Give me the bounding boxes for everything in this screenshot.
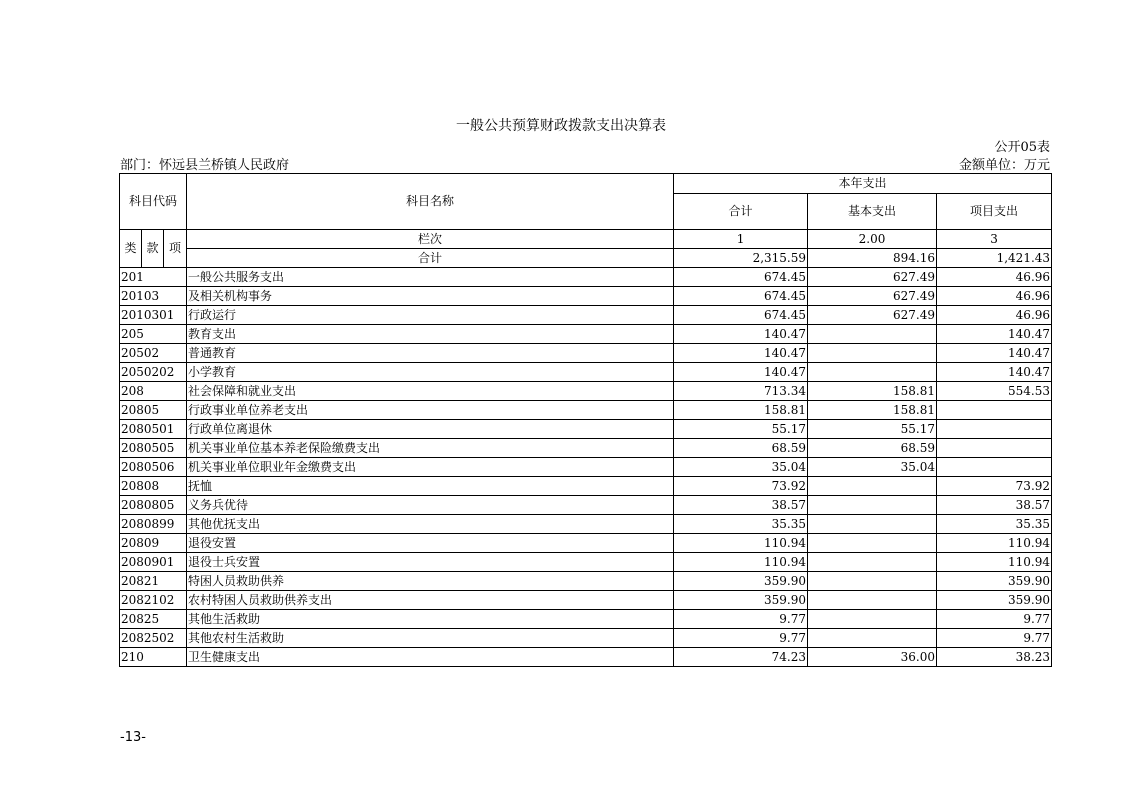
row-total: 359.90 — [674, 572, 808, 591]
row-project — [937, 401, 1052, 420]
header-basic: 基本支出 — [808, 194, 937, 230]
expenditure-table — [119, 173, 1052, 667]
header-kuan: 款 — [142, 230, 164, 268]
row-name: 退役士兵安置 — [187, 553, 674, 572]
header-column-no: 栏次 — [187, 230, 674, 249]
row-project — [937, 439, 1052, 458]
row-basic: 55.17 — [808, 420, 937, 439]
row-name: 特困人员救助供养 — [187, 572, 674, 591]
table-row — [120, 534, 1052, 553]
row-total: 35.04 — [674, 458, 808, 477]
row-total: 35.35 — [674, 515, 808, 534]
row-code: 20103 — [120, 287, 187, 306]
row-project: 38.57 — [937, 496, 1052, 515]
row-code: 2080506 — [120, 458, 187, 477]
row-total: 68.59 — [674, 439, 808, 458]
row-name: 行政运行 — [187, 306, 674, 325]
header-col3: 3 — [937, 230, 1052, 249]
row-project: 9.77 — [937, 610, 1052, 629]
table-row — [120, 610, 1052, 629]
row-name: 一般公共服务支出 — [187, 268, 674, 287]
row-name: 其他农村生活救助 — [187, 629, 674, 648]
row-name: 卫生健康支出 — [187, 648, 674, 667]
row-name: 抚恤 — [187, 477, 674, 496]
row-basic: 35.04 — [808, 458, 937, 477]
header-col1: 1 — [674, 230, 808, 249]
row-project — [937, 458, 1052, 477]
row-basic — [808, 325, 937, 344]
row-name: 其他优抚支出 — [187, 515, 674, 534]
amount-unit-label: 金额单位：万元 — [958, 158, 1050, 173]
row-name: 教育支出 — [187, 325, 674, 344]
row-code: 208 — [120, 382, 187, 401]
row-total: 38.57 — [674, 496, 808, 515]
row-project: 46.96 — [937, 306, 1052, 325]
row-code: 2080805 — [120, 496, 187, 515]
row-name: 退役安置 — [187, 534, 674, 553]
row-code: 20825 — [120, 610, 187, 629]
row-code: 2050202 — [120, 363, 187, 382]
row-basic — [808, 496, 937, 515]
row-name: 及相关机构事务 — [187, 287, 674, 306]
row-project: 73.92 — [937, 477, 1052, 496]
table-row — [120, 648, 1052, 667]
row-project: 140.47 — [937, 344, 1052, 363]
row-name: 社会保障和就业支出 — [187, 382, 674, 401]
row-code: 20502 — [120, 344, 187, 363]
table-row — [120, 439, 1052, 458]
form-number: 公开05表 — [994, 140, 1050, 155]
row-code: 20809 — [120, 534, 187, 553]
row-code: 2010301 — [120, 306, 187, 325]
table-row — [120, 553, 1052, 572]
row-basic — [808, 572, 937, 591]
row-total: 110.94 — [674, 553, 808, 572]
table-row — [120, 420, 1052, 439]
row-basic: 158.81 — [808, 401, 937, 420]
table-row — [120, 287, 1052, 306]
row-basic: 627.49 — [808, 306, 937, 325]
row-project: 110.94 — [937, 553, 1052, 572]
header-xiang: 项 — [164, 230, 187, 268]
table-row — [120, 268, 1052, 287]
row-project: 46.96 — [937, 268, 1052, 287]
row-name: 小学教育 — [187, 363, 674, 382]
row-total: 674.45 — [674, 306, 808, 325]
table-row — [120, 629, 1052, 648]
row-code: 205 — [120, 325, 187, 344]
row-basic: 36.00 — [808, 648, 937, 667]
row-code: 20805 — [120, 401, 187, 420]
row-basic: 627.49 — [808, 287, 937, 306]
row-basic: 627.49 — [808, 268, 937, 287]
row-project: 38.23 — [937, 648, 1052, 667]
total-row-project: 1,421.43 — [937, 249, 1052, 268]
row-project: 359.90 — [937, 572, 1052, 591]
table-row — [120, 344, 1052, 363]
row-total: 140.47 — [674, 363, 808, 382]
row-basic — [808, 610, 937, 629]
row-code: 2080901 — [120, 553, 187, 572]
row-name: 机关事业单位基本养老保险缴费支出 — [187, 439, 674, 458]
row-basic — [808, 344, 937, 363]
row-total: 74.23 — [674, 648, 808, 667]
row-total: 110.94 — [674, 534, 808, 553]
row-total: 713.34 — [674, 382, 808, 401]
row-code: 2080501 — [120, 420, 187, 439]
row-code: 201 — [120, 268, 187, 287]
table-row — [120, 477, 1052, 496]
table-row — [120, 306, 1052, 325]
total-row-total: 2,315.59 — [674, 249, 808, 268]
table-row — [120, 496, 1052, 515]
header-subject-code: 科目代码 — [120, 174, 187, 230]
total-row-label: 合计 — [187, 249, 674, 268]
table-row — [120, 325, 1052, 344]
header-project: 项目支出 — [937, 194, 1052, 230]
row-basic — [808, 591, 937, 610]
row-code: 210 — [120, 648, 187, 667]
document-title: 一般公共预算财政拨款支出决算表 — [456, 118, 666, 134]
row-total: 674.45 — [674, 268, 808, 287]
row-name: 义务兵优待 — [187, 496, 674, 515]
row-name: 行政单位离退休 — [187, 420, 674, 439]
row-project: 554.53 — [937, 382, 1052, 401]
table-row — [120, 401, 1052, 420]
row-project: 35.35 — [937, 515, 1052, 534]
table-row — [120, 515, 1052, 534]
row-project: 359.90 — [937, 591, 1052, 610]
header-lei: 类 — [120, 230, 142, 268]
row-total: 9.77 — [674, 629, 808, 648]
row-name: 农村特困人员救助供养支出 — [187, 591, 674, 610]
table-row — [120, 572, 1052, 591]
row-code: 20808 — [120, 477, 187, 496]
row-total: 140.47 — [674, 325, 808, 344]
row-basic — [808, 477, 937, 496]
table-row — [120, 458, 1052, 477]
row-code: 2082102 — [120, 591, 187, 610]
row-code: 2082502 — [120, 629, 187, 648]
row-project: 140.47 — [937, 325, 1052, 344]
row-basic — [808, 553, 937, 572]
row-name: 机关事业单位职业年金缴费支出 — [187, 458, 674, 477]
page-number: -13- — [120, 730, 146, 745]
row-total: 140.47 — [674, 344, 808, 363]
header-total: 合计 — [674, 194, 808, 230]
table-row — [120, 363, 1052, 382]
row-name: 其他生活救助 — [187, 610, 674, 629]
row-name: 普通教育 — [187, 344, 674, 363]
row-basic: 158.81 — [808, 382, 937, 401]
row-project — [937, 420, 1052, 439]
row-total: 674.45 — [674, 287, 808, 306]
row-project: 140.47 — [937, 363, 1052, 382]
row-total: 158.81 — [674, 401, 808, 420]
row-total: 73.92 — [674, 477, 808, 496]
header-current-year: 本年支出 — [674, 174, 1052, 194]
total-row-basic: 894.16 — [808, 249, 937, 268]
department-label: 部门：怀远县兰桥镇人民政府 — [120, 158, 290, 173]
row-project: 110.94 — [937, 534, 1052, 553]
row-basic — [808, 629, 937, 648]
header-subject-name: 科目名称 — [187, 174, 674, 230]
row-total: 9.77 — [674, 610, 808, 629]
row-project: 46.96 — [937, 287, 1052, 306]
header-col2: 2.00 — [808, 230, 937, 249]
table-row — [120, 591, 1052, 610]
row-basic — [808, 534, 937, 553]
row-basic: 68.59 — [808, 439, 937, 458]
table-row — [120, 382, 1052, 401]
row-total: 359.90 — [674, 591, 808, 610]
row-project: 9.77 — [937, 629, 1052, 648]
row-basic — [808, 515, 937, 534]
row-total: 55.17 — [674, 420, 808, 439]
row-name: 行政事业单位养老支出 — [187, 401, 674, 420]
row-basic — [808, 363, 937, 382]
row-code: 2080505 — [120, 439, 187, 458]
row-code: 2080899 — [120, 515, 187, 534]
row-code: 20821 — [120, 572, 187, 591]
